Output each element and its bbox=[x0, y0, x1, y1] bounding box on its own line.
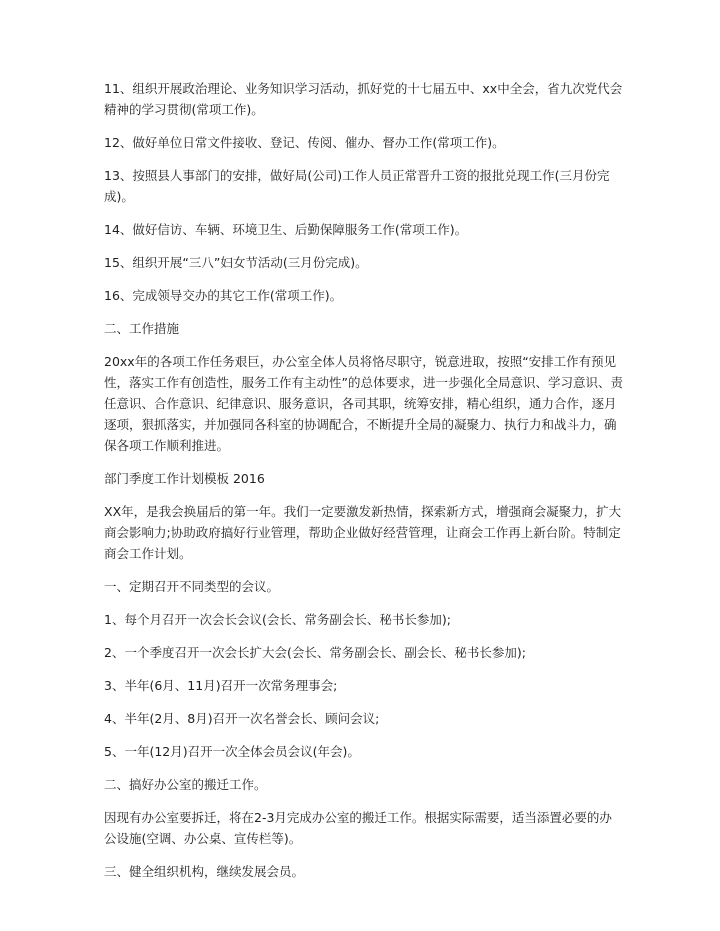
paragraph-item-12: 12、做好单位日常文件接收、登记、传阅、催办、督办工作(常项工作)。 bbox=[104, 135, 505, 150]
paragraph-item-13: 13、按照县人事部门的安排，做好局(公司)工作人员正常晋升工资的报批兑现工作(三月份完成)。 bbox=[104, 168, 610, 204]
document-body bbox=[104, 78, 624, 882]
section-heading-work-measures: 二、工作措施 bbox=[104, 321, 180, 336]
paragraph-item-14: 14、做好信访、车辆、环境卫生、后勤保障服务工作(常项工作)。 bbox=[104, 222, 468, 237]
meeting-item-1: 1、每个月召开一次会长会议(会长、常务副会长、秘书长参加); bbox=[104, 612, 451, 627]
section-heading-organization: 三、健全组织机构，继续发展会员。 bbox=[104, 864, 305, 879]
meeting-item-3: 3、半年(6月、11月)召开一次常务理事会; bbox=[104, 678, 338, 693]
paragraph-intro: XX年，是我会换届后的第一年。我们一定要激发新热情，探索新方式，增强商会凝聚力，扩大商会影响力;协助政府搞好行业管理，帮助企业做好经营管理，让商会工作再上新台阶。特制定商会工作计划。 bbox=[104, 504, 622, 561]
paragraph-work-measures: 20xx年的各项工作任务艰巨，办公室全体人员将恪尽职守，锐意进取，按照“安排工作有预见性，落实工作有创造性，服务工作有主动性”的总体要求，进一步强化全局意识、学习意识、责任意识、合作意识、纪律意识、服务意识，各司其职，统筹安排，精心组织，通力合作，逐月逐项，狠抓落实，并加强同各科室的协调配合，不断提升全局的凝聚力、执行力和战斗力，确保各项工作顺利推进。 bbox=[104, 354, 623, 453]
paragraph-item-15: 15、组织开展“三八”妇女节活动(三月份完成)。 bbox=[104, 255, 368, 270]
meeting-item-2: 2、一个季度召开一次会长扩大会(会长、常务副会长、副会长、秘书长参加); bbox=[104, 645, 526, 660]
paragraph-item-16: 16、完成领导交办的其它工作(常项工作)。 bbox=[104, 288, 343, 303]
meeting-item-4: 4、半年(2月、8月)召开一次名誉会长、顾问会议; bbox=[104, 711, 380, 726]
meeting-item-5: 5、一年(12月)召开一次全体会员会议(年会)。 bbox=[104, 744, 360, 759]
section-heading-office-relocation: 二、搞好办公室的搬迁工作。 bbox=[104, 777, 267, 792]
section-heading-meetings: 一、定期召开不同类型的会议。 bbox=[104, 579, 280, 594]
paragraph-office-relocation: 因现有办公室要拆迁，将在2-3月完成办公室的搬迁工作。根据实际需要，适当添置必要的办公设施(空调、办公桌、宣传栏等)。 bbox=[104, 810, 612, 846]
document-title: 部门季度工作计划模板 2016 bbox=[104, 471, 265, 486]
paragraph-item-11: 11、组织开展政治理论、业务知识学习活动，抓好党的十七届五中、xx中全会，省九次党代会精神的学习贯彻(常项工作)。 bbox=[104, 81, 623, 117]
